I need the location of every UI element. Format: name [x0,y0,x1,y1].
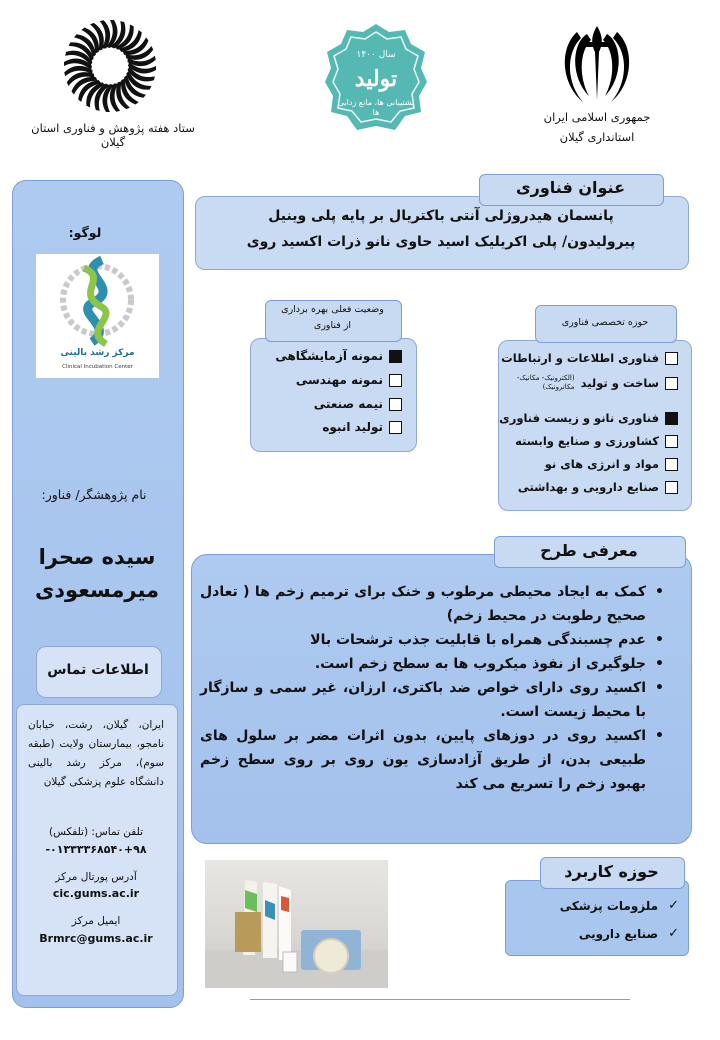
field-item[interactable] [506,374,678,392]
tech-title-line1: پانسمان هیدروژلی آنتی باکتریال بر پایه پلی وینیل [268,208,614,224]
checkbox-icon[interactable] [389,421,402,434]
intro-bullets [200,580,678,796]
research-week-logo [62,18,158,114]
researcher-name-line1: سیده صحرا [38,545,156,569]
logo-caption: مرکز رشد بالینی [60,348,135,358]
checkbox-icon[interactable] [665,352,678,365]
status-item-label: تولید انبوه [322,420,383,434]
field-item-label: فناوری نانو و زیست فناوری [499,411,659,425]
intro-bullet: • جلوگیری از نفوذ میکروب ها به سطح زخم است. [200,652,660,676]
phone-number[interactable]: ۰۱۳۳۳۳۶۸۵۴۰+۹۸- [45,843,147,856]
portal-label: آدرس پورتال مرکز [55,871,137,883]
product-photo [205,860,388,988]
org-right-line2: استانداری گیلان [559,130,635,144]
logo-caption-en: Clinical Incubation Center [62,364,133,370]
field-item-label: صنایع دارویی و بهداشتی [517,480,659,494]
bottom-divider [250,999,630,1000]
emblem-line2: پشتیبانی ها، مانع زدایی ها [337,98,415,117]
contact-title: اطلاعات تماس [47,662,149,678]
status-item-label: نیمه صنعتی [313,397,383,411]
intro-bullet: • عدم چسبندگی همراه با قابلیت جذب ترشحات بالا [200,628,660,652]
status-item-label: نمونه مهندسی [295,373,383,387]
checkbox-checked-icon[interactable] [665,412,678,425]
intro-bullet: • اکسید روی دارای خواص ضد باکتری، ارزان، غیر سمی و سازگار با محیط زیست است. [200,676,660,724]
field-item[interactable] [506,434,678,448]
checkbox-checked-icon[interactable] [389,350,402,363]
tech-title-line2: پیرولیدون/ پلی اکریلیک اسید حاوی نانو ذرات اکسید روی [246,234,636,250]
application-item-label: صنایع دارویی [578,926,659,941]
logo-label: لوگو: [68,225,102,240]
org-right-line1: جمهوری اسلامی ایران [543,110,651,124]
field-item[interactable] [501,351,678,365]
field-item[interactable] [499,411,678,425]
tech-title-label: عنوان فناوری [515,178,626,197]
application-item [515,926,679,941]
status-item[interactable] [262,349,402,363]
portal-link[interactable]: cic.gums.ac.ir [52,887,140,900]
intro-bullet: • اکسید روی در دوزهای پایین، بدون اثرات مضر بر سلول های طبیعی بدن، از طریق آزادسازی یون روی بر روی سطح زخم بهبود زخم را تسریع می کند [200,724,660,796]
field-item-label: ساخت و تولید [580,376,659,390]
field-item[interactable] [506,480,678,494]
checkbox-icon[interactable] [389,374,402,387]
year-emblem [323,22,429,134]
status-title-line2: از فناوری [313,320,352,331]
field-item-label: کشاورزی و صنایع وابسته [515,434,659,448]
field-title: حوزه تخصصی فناوری [561,317,649,328]
intro-bullet: • کمک به ایجاد محیطی مرطوب و خنک برای ترمیم زخم ها ( تعادل صحیح رطوبت در محیط زخم) [200,580,660,628]
checkbox-icon[interactable] [665,435,678,448]
checkmark-icon: ✓ [668,926,679,941]
status-item-label: نمونه آزمایشگاهی [275,349,383,363]
application-panel [505,880,689,956]
emblem-line1: تولید [354,66,398,92]
email-link[interactable]: Brmrc@gums.ac.ir [39,932,153,945]
incubator-logo [36,254,159,378]
status-item[interactable] [262,373,402,387]
contact-address: ایران، گیلان، رشت، خیابان نامجو، بیمارستان ولایت (طبقه سوم)، مرکز رشد بالینی دانشگاه علوم پزشکی گیلان [28,719,164,788]
field-item[interactable] [506,457,678,471]
intro-title: معرفی طرح [540,541,638,560]
email-label: ایمیل مرکز [71,915,121,927]
status-item[interactable] [262,420,402,434]
checkmark-icon: ✓ [668,898,679,913]
checkbox-icon[interactable] [665,481,678,494]
emblem-year: سال ۱۴۰۰ [356,50,396,60]
status-title-line1: وضعیت فعلی بهره برداری [281,304,384,315]
status-item[interactable] [262,397,402,411]
org-left-text: ستاد هفته پژوهش و فناوری استان گیلان [31,121,195,149]
field-item-sub: (الکترونیک- مکانیک- مکاترونیک) [516,374,575,391]
application-item [515,898,679,913]
checkbox-icon[interactable] [665,377,678,390]
application-item-label: ملزومات پزشکی [559,898,659,913]
researcher-name-line2: میرمسعودی [34,578,160,602]
field-item-label: مواد و انرژی های نو [544,457,659,471]
checkbox-icon[interactable] [389,398,402,411]
field-item-label: فناوری اطلاعات و ارتباطات [501,351,659,365]
researcher-label: نام پژوهشگر/ فناور: [41,487,147,502]
phone-label: تلفن تماس: (تلفکس) [48,826,143,838]
checkbox-icon[interactable] [665,458,678,471]
iran-emblem-icon [557,22,637,104]
application-title: حوزه کاربرد [564,862,659,881]
